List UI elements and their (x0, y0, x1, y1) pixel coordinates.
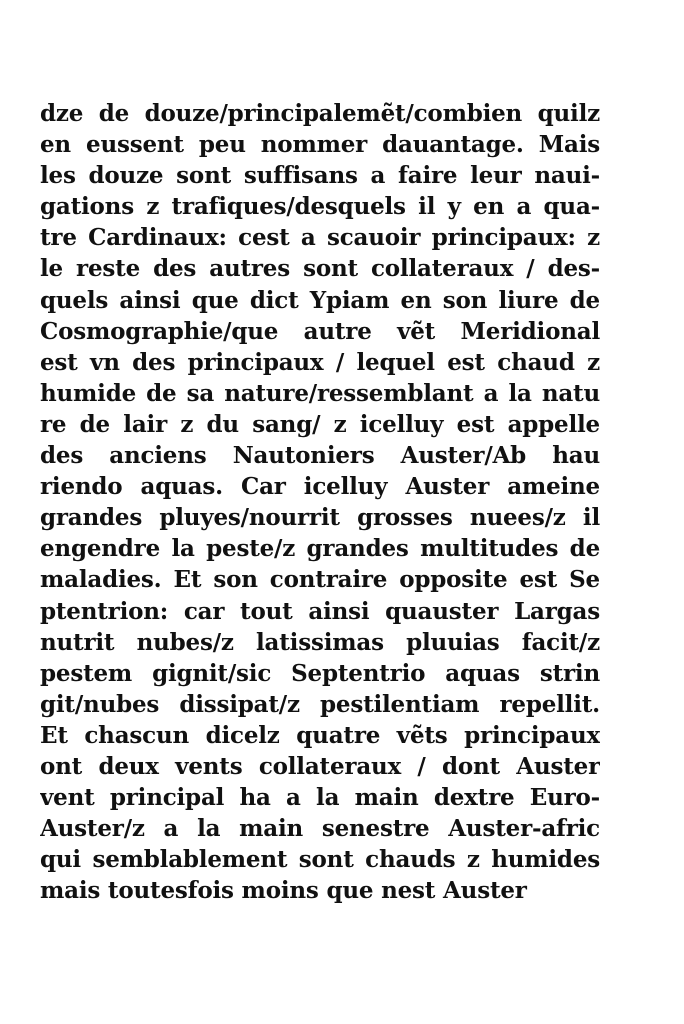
text-line: Cosmographie/que autre vẽt Meridional (40, 317, 600, 345)
text-line: les douze sont suffisans a faire leur naui- (40, 162, 600, 190)
text-line: dze de douze/principalemẽt/combien quilz (40, 100, 600, 127)
text-line: grandes pluyes/nourrit grosses nuees/z il (40, 504, 600, 532)
text-line: en eussent peu nommer dauantage. Mais (40, 131, 600, 159)
text-line: ont deux vents collateraux / dont Auster (40, 752, 600, 780)
text-line: qui semblablement sont chauds z humides (40, 846, 600, 874)
text-line: git/nubes dissipat/z pestilentiam repellit. (40, 690, 600, 718)
text-line: pestem gignit/sic Septentrio aquas strin (40, 659, 600, 687)
text-line: gations z trafiques/desquels il y en a qua- (40, 193, 600, 221)
text-line: riendo aquas. Car icelluy Auster ameine (40, 473, 600, 501)
text-line: ptentrion: car tout ainsi quauster Largas (40, 597, 600, 625)
text-line: des anciens Nautoniers Auster/Ab hau (40, 442, 600, 470)
text-line: humide de sa nature/ressemblant a la natu (40, 379, 600, 407)
text-line: engendre la peste/z grandes multitudes de (40, 535, 600, 563)
text-line: nutrit nubes/z latissimas pluuias facit/z (40, 628, 600, 656)
text-line: re de lair z du sang/ z icelluy est appelle (40, 410, 600, 438)
text-line: le reste des autres sont collateraux / des- (40, 255, 600, 283)
text-line: maladies. Et son contraire opposite est Se (40, 566, 600, 594)
text-line: est vn des principaux / lequel est chaud z (40, 348, 600, 376)
text-line: quels ainsi que dict Ypiam en son liure de (40, 286, 600, 314)
text-line: tre Cardinaux: cest a scauoir principaux: z (40, 224, 600, 252)
text-line: Auster/z a la main senestre Auster-afric (40, 815, 600, 843)
text-line: mais toutesfois moins que nest Auster (40, 877, 527, 905)
text-line: vent principal ha a la main dextre Euro- (40, 784, 600, 812)
blackletter-text-block (40, 98, 600, 906)
text-line: Et chascun dicelz quatre vẽts principaux (40, 721, 600, 749)
